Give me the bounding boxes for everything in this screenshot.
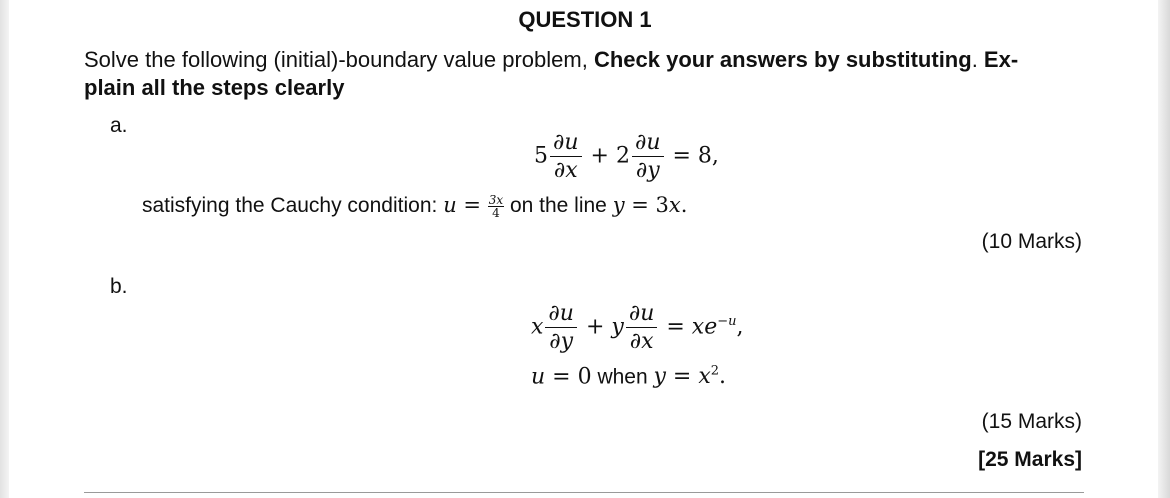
instructions-period: . <box>971 47 984 72</box>
instructions-check-text: Check your answers by substituting <box>593 47 972 72</box>
cauchy-condition-prefix: satisfying the Cauchy condition: <box>142 194 438 217</box>
part-a-marks: (10 Marks) <box>981 230 1082 253</box>
part-b-marks: (15 Marks) <box>981 410 1082 433</box>
boundary-condition-curve: $y = x^2$. <box>653 364 727 390</box>
part-b-boundary-condition <box>531 364 726 389</box>
part-a-equation: 5 $\frac{\partial u}{\partial x}$ + 2 $\frac{\partial u}{\partial y}$ = 8, <box>534 130 719 183</box>
total-marks: [25 Marks] <box>978 448 1082 471</box>
page-edge-right <box>1158 0 1170 498</box>
cauchy-condition-line: y = 3x. <box>612 193 688 217</box>
bottom-divider <box>84 492 1084 493</box>
question-instructions <box>84 46 1018 102</box>
part-a-label: a. <box>110 114 128 137</box>
cauchy-condition-formula: u = $\frac{3x}{4}$ <box>443 193 504 220</box>
part-a-cauchy-condition <box>142 193 687 219</box>
part-b-equation: x $\frac{\partial u}{\partial y}$ + y $\frac{\partial u}{\partial x}$ = $xe^{-u}$, <box>531 301 744 354</box>
instructions-plain-text: Solve the following (initial)-boundary value problem, <box>84 47 594 72</box>
question-heading: QUESTION 1 <box>518 7 652 32</box>
cauchy-condition-line-text: on the line <box>509 194 607 217</box>
instructions-explain-text-2: plain all the steps clearly <box>84 75 345 100</box>
boundary-condition-u: u = 0 <box>531 364 592 390</box>
instructions-explain-text-1: Ex- <box>983 47 1019 72</box>
boundary-condition-when: when <box>597 365 648 389</box>
page-edge-left <box>0 0 9 498</box>
part-b-label: b. <box>110 275 128 298</box>
